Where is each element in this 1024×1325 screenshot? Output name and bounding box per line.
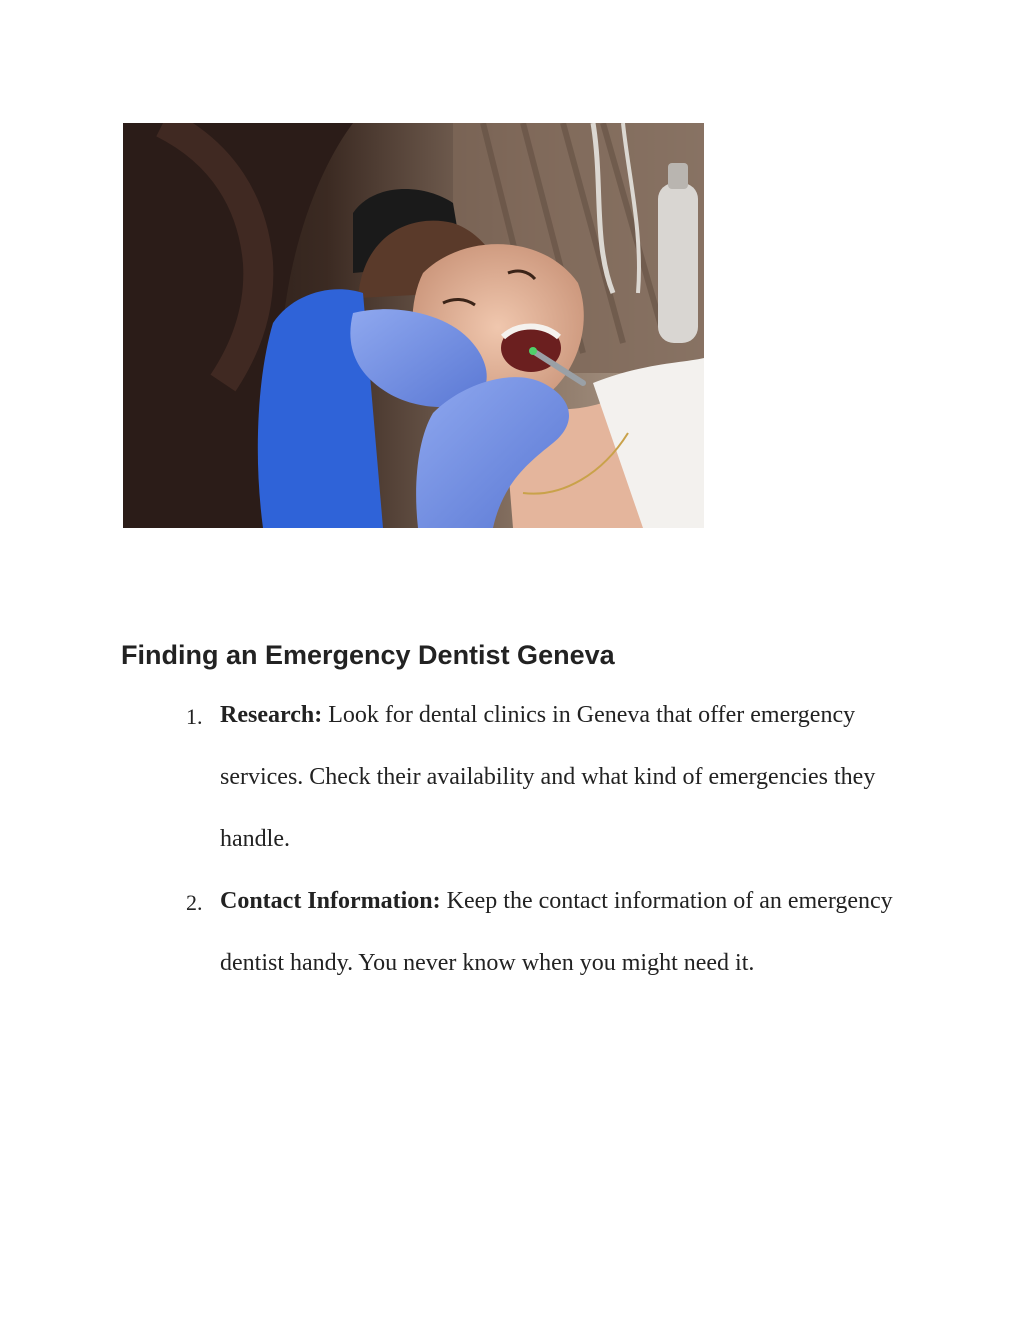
- page-title: Finding an Emergency Dentist Geneva: [121, 640, 615, 670]
- list-item-number: 1.: [186, 704, 203, 729]
- list-item-text: [220, 684, 920, 870]
- list-item-body: Keep the contact information of an emergency dentist handy. You never know when you might need it.: [220, 888, 893, 976]
- list-item-label: Contact Information:: [220, 888, 441, 914]
- list-item-body: Look for dental clinics in Geneva that offer emergency services. Check their availability and what kind of emergencies they handle.: [220, 702, 876, 852]
- list-item-number: 2.: [186, 890, 203, 915]
- dental-treatment-photo: [123, 123, 704, 528]
- list-item-label: Research:: [220, 702, 323, 728]
- list-item-text: [220, 870, 920, 994]
